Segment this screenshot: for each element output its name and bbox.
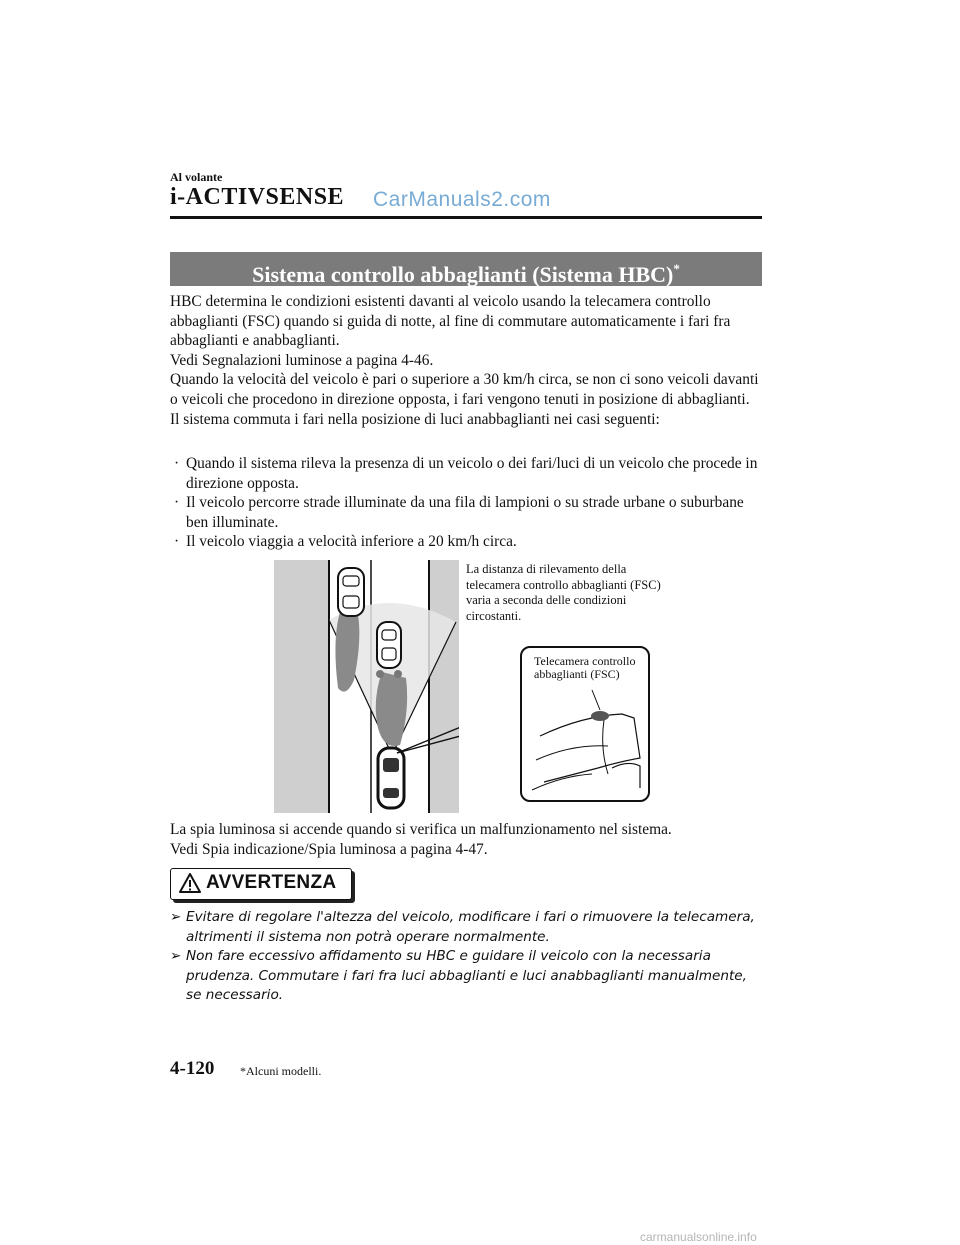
watermark-bottom: carmanualsonline.info [640, 1230, 757, 1244]
arrow-icon: ➢ [170, 948, 182, 964]
bullet-list [170, 454, 766, 552]
footnote: *Alcuni modelli. [240, 1064, 322, 1078]
list-item [170, 493, 766, 532]
intro-paragraph: Quando la velocità del veicolo è pari o superiore a 30 km/h circa, se non ci sono veicoli davanti o veicoli che procedono in direzione opposta, i fari vengono tenuti in posizione di abbaglianti. [170, 371, 759, 408]
page-number: 4-120 [170, 1058, 215, 1079]
inset-label: Telecamera controllo abbaglianti (FSC) [534, 654, 636, 681]
list-item [170, 454, 766, 493]
list-item [170, 947, 766, 1006]
figure-caption: La distanza di rilevamento della telecamera controllo abbaglianti (FSC) varia a seconda delle condizioni circostanti. [466, 562, 661, 623]
chapter-title: i-ACTIVSENSE [170, 184, 345, 210]
bullet-dot: · [174, 494, 180, 512]
arrow-icon: ➢ [170, 909, 182, 925]
after-paragraph: Vedi Spia indicazione/Spia luminosa a pagina 4-47. [170, 841, 488, 858]
bullet-text: Quando il sistema rileva la presenza di un veicolo o dei fari/luci di un veicolo che procede in direzione opposta. [186, 455, 758, 492]
section-banner [170, 252, 762, 286]
warning-triangle-icon [178, 872, 202, 894]
section-label: Al volante [170, 170, 223, 184]
bullet-dot: · [174, 455, 180, 472]
after-paragraph: La spia luminosa si accende quando si verifica un malfunzionamento nel sistema. [170, 821, 672, 838]
list-item [170, 908, 766, 947]
intro-text [170, 292, 766, 429]
bullet-text: Il veicolo viaggia a velocità inferiore a 20 km/h circa. [186, 533, 517, 551]
warning-label: AVVERTENZA [206, 872, 337, 893]
bullet-dot: · [174, 533, 180, 551]
header-rule [170, 216, 762, 219]
intro-paragraph: Il sistema commuta i fari nella posizione di luci anabbaglianti nei casi seguenti: [170, 410, 660, 428]
warning-text: Evitare di regolare l'altezza del veicolo, modificare i fari o rimuovere la telecamera, altrimenti il sistema non potrà operare normalmente. [186, 909, 755, 945]
bullet-text: Il veicolo percorre strade illuminate da una fila di lampioni o su strade urbane o suburbane ben illuminate. [186, 494, 744, 531]
warning-text: Non fare eccessivo affidamento su HBC e guidare il veicolo con la necessaria prudenza. Commutare i fari fra luci abbaglianti e luci anabbaglianti manualmente, se necessario. [186, 948, 747, 1003]
after-text [170, 820, 766, 860]
road-illustration [274, 560, 459, 813]
warning-list [170, 908, 766, 1006]
intro-paragraph: HBC determina le condizioni esistenti davanti al veicolo usando la telecamera controllo abbaglianti (FSC) quando si guida di notte, al fine di commutare automaticamente i fari fra abbaglianti e anabbaglianti. [170, 293, 731, 350]
banner-title: Sistema controllo abbaglianti (Sistema HBC) [252, 262, 674, 287]
banner-marker: * [673, 261, 680, 276]
watermark-top: CarManuals2.com [373, 188, 551, 211]
list-item [170, 532, 766, 552]
intro-paragraph: Vedi Segnalazioni luminose a pagina 4-46. [170, 351, 434, 369]
